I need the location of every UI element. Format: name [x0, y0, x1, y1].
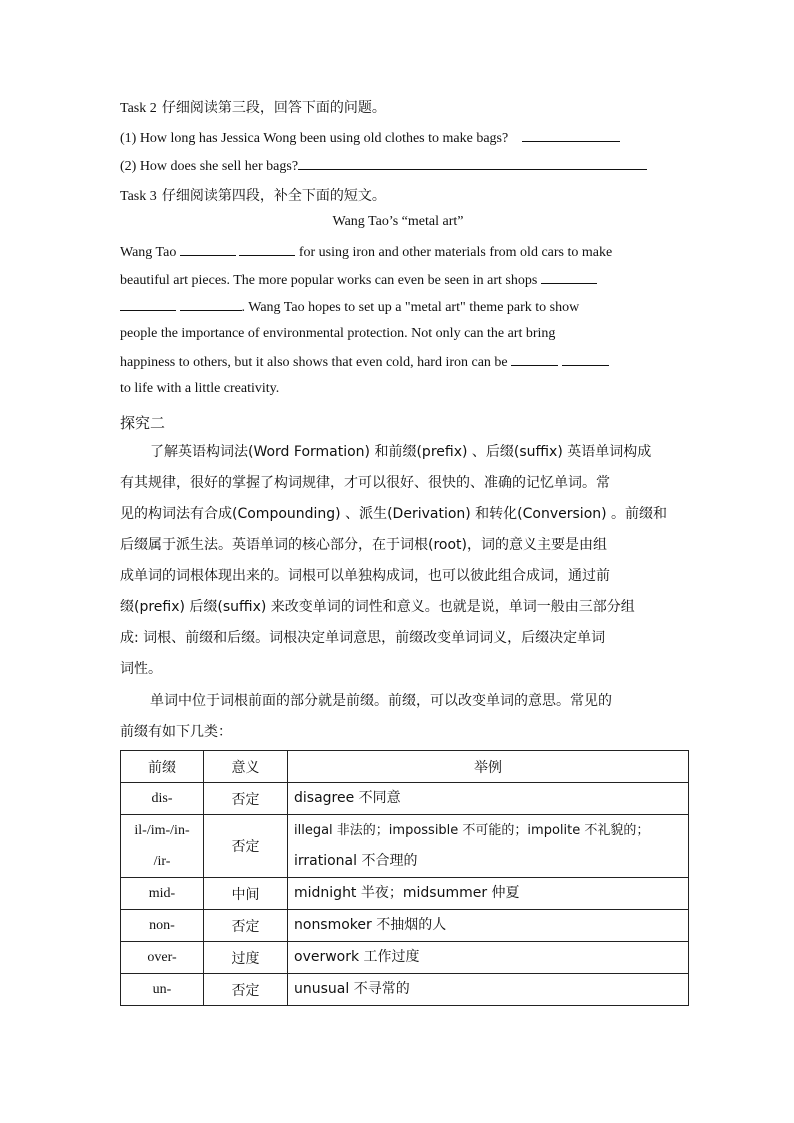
answer-blank[interactable]: [180, 298, 242, 311]
answer-blank[interactable]: [298, 157, 647, 170]
answer-blank[interactable]: [562, 353, 609, 366]
example-cell: overwork 工作过度: [288, 942, 689, 974]
example-cell: nonsmoker 不抽烟的人: [288, 910, 689, 942]
passage-title: Wang Tao’s “metal art”: [332, 214, 464, 229]
meaning-cell: 否定: [204, 815, 288, 878]
task2-heading: Task 2 仔细阅读第三段，回答下面的问题。: [120, 100, 386, 116]
meaning-cell: 否定: [204, 783, 288, 815]
task2-question-1: (1) How long has Jessica Wong been using old clothes to make bags?: [120, 129, 620, 147]
answer-blank[interactable]: [180, 243, 236, 256]
passage-line-1: Wang Tao for using iron and other materials from old cars to make: [120, 245, 613, 260]
table-row: [121, 910, 689, 942]
meaning-cell: 中间: [204, 878, 288, 910]
meaning-cell: 否定: [204, 974, 288, 1006]
paragraph-word-formation: 了解英语构词法(Word Formation) 和前缀(prefix) 、后缀(suffix) 英语单词构成 有其规律，很好的掌握了构词规律，才可以很好、很快的、准确的记忆单词。常 见的构词法有合成(Compounding) 、派生(Derivation) 和转化(Conversion) 。前缀和 后缀属于派生法。英语单词的核心部分，在于词根(root)，词的意义主要是由组 成单词的词根体现出来的。词根可以单独构成词，也可以彼此组合成词，通过前 缀(prefix) 后缀(suffix) 来改变单词的词性和意义。也就是说，单词一般由三部分组 成: 词根、前缀和后缀。词根决定单词意思，前缀改变单词词义，后缀决定单词 词性。: [120, 444, 668, 677]
prefix-cell: over-: [121, 942, 204, 974]
answer-blank[interactable]: [541, 271, 597, 284]
example-cell: midnight 半夜；midsummer 仲夏: [288, 878, 689, 910]
answer-blank[interactable]: [522, 129, 620, 142]
table-header-row: [121, 751, 689, 783]
passage-line-5: happiness to others, but it also shows that even cold, hard iron can be: [120, 353, 609, 371]
table-row: [121, 974, 689, 1006]
table-row: [121, 942, 689, 974]
meaning-cell: 否定: [204, 910, 288, 942]
column-header: 意义: [204, 751, 288, 783]
answer-blank[interactable]: [120, 298, 176, 311]
example-cell: disagree 不同意: [288, 783, 689, 815]
meaning-cell: 过度: [204, 942, 288, 974]
prefix-cell: un-: [121, 974, 204, 1006]
prefix-cell: il-/im-/in- /ir-: [121, 815, 204, 878]
prefix-cell: non-: [121, 910, 204, 942]
section-heading: 探究二: [120, 414, 166, 432]
prefix-table: [120, 750, 689, 1006]
answer-blank[interactable]: [511, 353, 558, 366]
column-header: 举例: [288, 751, 689, 783]
table-row: [121, 815, 689, 878]
column-header: 前缀: [121, 751, 204, 783]
paragraph-prefix: 单词中位于词根前面的部分就是前缀。前缀，可以改变单词的意思。常见的 前缀有如下几类：: [120, 693, 612, 740]
passage-line-4: people the importance of environmental protection. Not only can the art bring: [120, 326, 556, 341]
table-row: [121, 878, 689, 910]
passage-line-3: . Wang Tao hopes to set up a "metal art" theme park to show: [120, 298, 579, 316]
table-row: [121, 783, 689, 815]
task2-question-2: (2) How does she sell her bags?: [120, 157, 647, 175]
passage-line-2: beautiful art pieces. The more popular works can even be seen in art shops: [120, 271, 597, 289]
prefix-cell: mid-: [121, 878, 204, 910]
passage-line-6: to life with a little creativity.: [120, 381, 280, 396]
prefix-cell: dis-: [121, 783, 204, 815]
answer-blank[interactable]: [239, 243, 295, 256]
task3-heading: Task 3 仔细阅读第四段，补全下面的短文。: [120, 188, 386, 204]
example-cell: illegal 非法的；impossible 不可能的；impolite 不礼貌的； irrational 不合理的: [288, 815, 689, 878]
example-cell: unusual 不寻常的: [288, 974, 689, 1006]
